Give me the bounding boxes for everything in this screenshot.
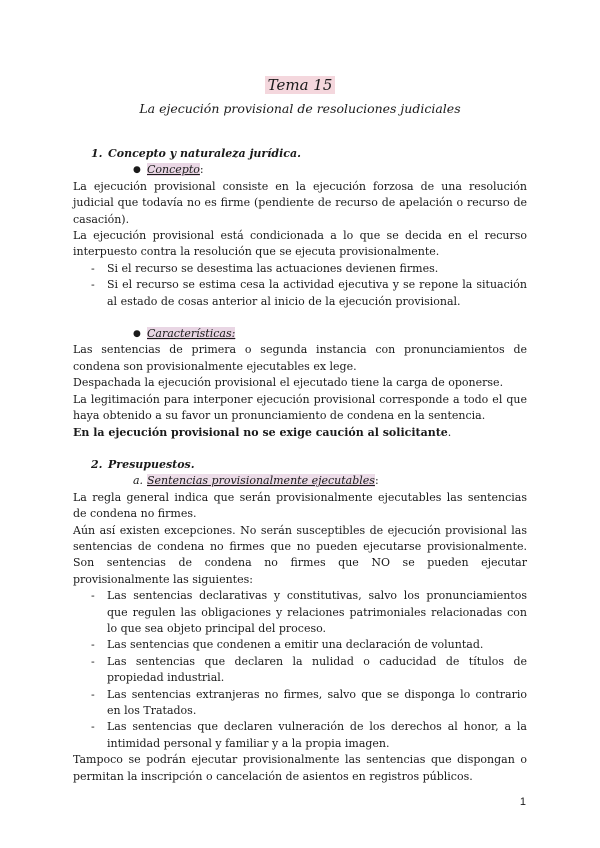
- dash-item: - Si el recurso se desestima las actuaciones devienen firmes.: [91, 261, 439, 275]
- paragraph: Despachada la ejecución provisional el ejecutado tiene la carga de oponerse.: [73, 376, 504, 390]
- dash-item: - Las sentencias que declaren vulneración de los derechos al honor, a la intimidad personal y familiar y a la propia imagen.: [91, 720, 527, 750]
- topic-subtitle: La ejecución provisional de resoluciones judiciales: [139, 101, 461, 116]
- document-body: [73, 146, 527, 785]
- dash-item: - Las sentencias que condenen a emitir una declaración de voluntad.: [91, 638, 484, 652]
- paragraph: La ejecución provisional consiste en la ejecución forzosa de una resolución judicial que todavía no es firme (pendiente de recurso de apelación o recurso de casación).: [73, 179, 527, 226]
- paragraph: Las sentencias de primera o segunda instancia con pronunciamientos de condena son provisionalmente ejecutables ex lege.: [73, 343, 527, 373]
- dash-item: - Las sentencias extranjeras no firmes, salvo que se disponga lo contrario en los Tratados.: [91, 687, 527, 717]
- paragraph: La regla general indica que serán provisionalmente ejecutables las sentencias de condena no firmes.: [73, 490, 527, 521]
- subheading-sentencias: a. Sentencias provisionalmente ejecutables:: [133, 474, 379, 488]
- paragraph: La ejecución provisional está condicionada a lo que se decida en el recurso interpuesto contra la resolución que se ejecuta provisionalmente.: [73, 229, 527, 259]
- dash-item: - Las sentencias declarativas y constitutivas, salvo los pronunciamientos que regulen las obligaciones y relaciones patrimoniales relacionadas con lo que sea objeto principal del proceso.: [91, 589, 527, 635]
- page-number: 1: [519, 796, 526, 808]
- section-heading-2: 2. Presupuestos.: [91, 457, 195, 471]
- paragraph: Aún así existen excepciones. No serán susceptibles de ejecución provisional las sentencias de condena no firmes que no pueden ejecutarse provisionalmente. Son sentencias de condena no firmes que NO se pueden ejecutar provisionalmente las siguientes:: [73, 523, 527, 586]
- subheading-concepto: ● Concepto:: [133, 162, 527, 178]
- topic-title: Tema 15: [0, 76, 600, 94]
- dash-item: - Si el recurso se estima cesa la actividad ejecutiva y se repone la situación al estado de cosas anterior al inicio de la ejecución provisional.: [91, 278, 527, 308]
- paragraph: Tampoco se podrán ejecutar provisionalmente las sentencias que dispongan o permitan la inscripción o cancelación de asientos en registros públicos.: [73, 753, 527, 783]
- dash-item: - Las sentencias que declaren la nulidad o caducidad de títulos de propiedad industrial.: [91, 654, 527, 685]
- paragraph-bold: En la ejecución provisional no se exige caución al solicitante.: [73, 425, 452, 439]
- subheading-caracteristicas: ● Características:: [133, 326, 527, 342]
- paragraph: La legitimación para interponer ejecución provisional corresponde a todo el que haya obtenido a su favor un pronunciamiento de condena en la sentencia.: [73, 392, 527, 423]
- section-heading-1: 1. Concepto y naturaleza jurídica.: [91, 147, 301, 160]
- bullet-icon: ●: [133, 165, 141, 176]
- bullet-icon: ●: [133, 329, 141, 340]
